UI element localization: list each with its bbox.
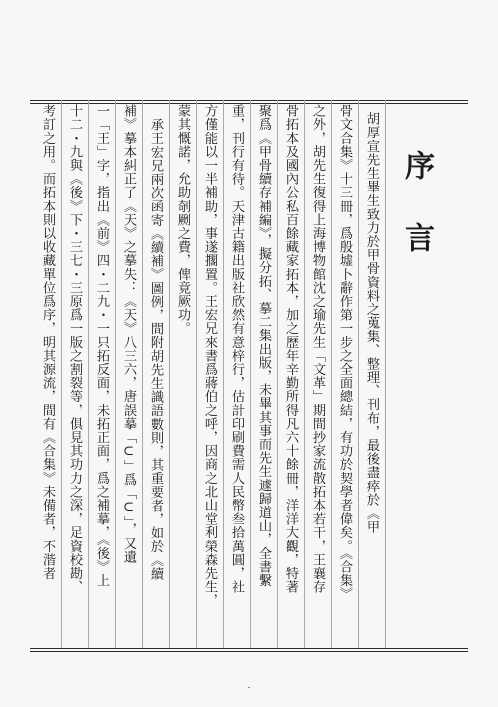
text-column: 骨文合集》十三冊，爲殷墟卜辭作第一步之全面總結，有功於契學者偉矣。《合集》 xyxy=(337,104,352,601)
text-column: 一「王」字，指出《前》四・二九・一只拓反面，未拓正面，爲之補摹，《後》上 xyxy=(94,104,109,587)
preface-title: 序言 xyxy=(399,150,434,294)
page-mark: - xyxy=(247,683,251,693)
text-column: 聚爲《甲骨續存補編》，擬分拓、摹二集出版，未畢其事而先生遽歸道山，全書繫 xyxy=(256,104,271,587)
text-column: 十二・九與《後》下・三七・三原爲一版之割裂等，俱見其功力之深，足資校勘、 xyxy=(67,104,82,594)
text-column: 骨拓本及國內公私百餘藏家拓本，加之歷年辛勤所得凡六十餘冊，洋洋大觀，特著 xyxy=(283,104,298,594)
text-column: 重，刊行有待。天津古籍出版社欣然有意梓行，估計印刷費需人民幣叁拾萬圓，社 xyxy=(229,104,244,594)
text-column: 胡厚宣先生畢生致力於甲骨資料之蒐集、整理、刊布，最後盡瘁於《甲 xyxy=(364,112,379,534)
text-column: 之外，胡先生復得上海博物館沈之瑜先生「文革」期間抄家流散拓本若干，王襄存 xyxy=(310,104,325,594)
frame-bottom-border xyxy=(30,648,468,649)
text-column: 方僅能以一半補助，事遂擱置。王宏兄來書爲蔣伯之呼，因商之北山堂利榮森先生， xyxy=(202,104,217,608)
text-column: 考訂之用。而拓本則以收藏單位爲序，明其源流，間有《合集》未備者，不湝者 xyxy=(40,104,55,580)
text-column: 蒙其慨諾，允助剞劂之費，俾竟厥功。 xyxy=(175,104,190,336)
text-column: 補》摹本糾正了《天》之摹失：《天》八三六，唐誤摹「⊂」爲「⊂」，又遺 xyxy=(121,104,136,564)
column-rule xyxy=(385,100,386,648)
frame-top-border xyxy=(30,100,468,101)
text-column: 承王宏兄兩次函寄《續補》圖例，間附胡先生識語數則，其重要者，如於《續 xyxy=(148,118,163,581)
